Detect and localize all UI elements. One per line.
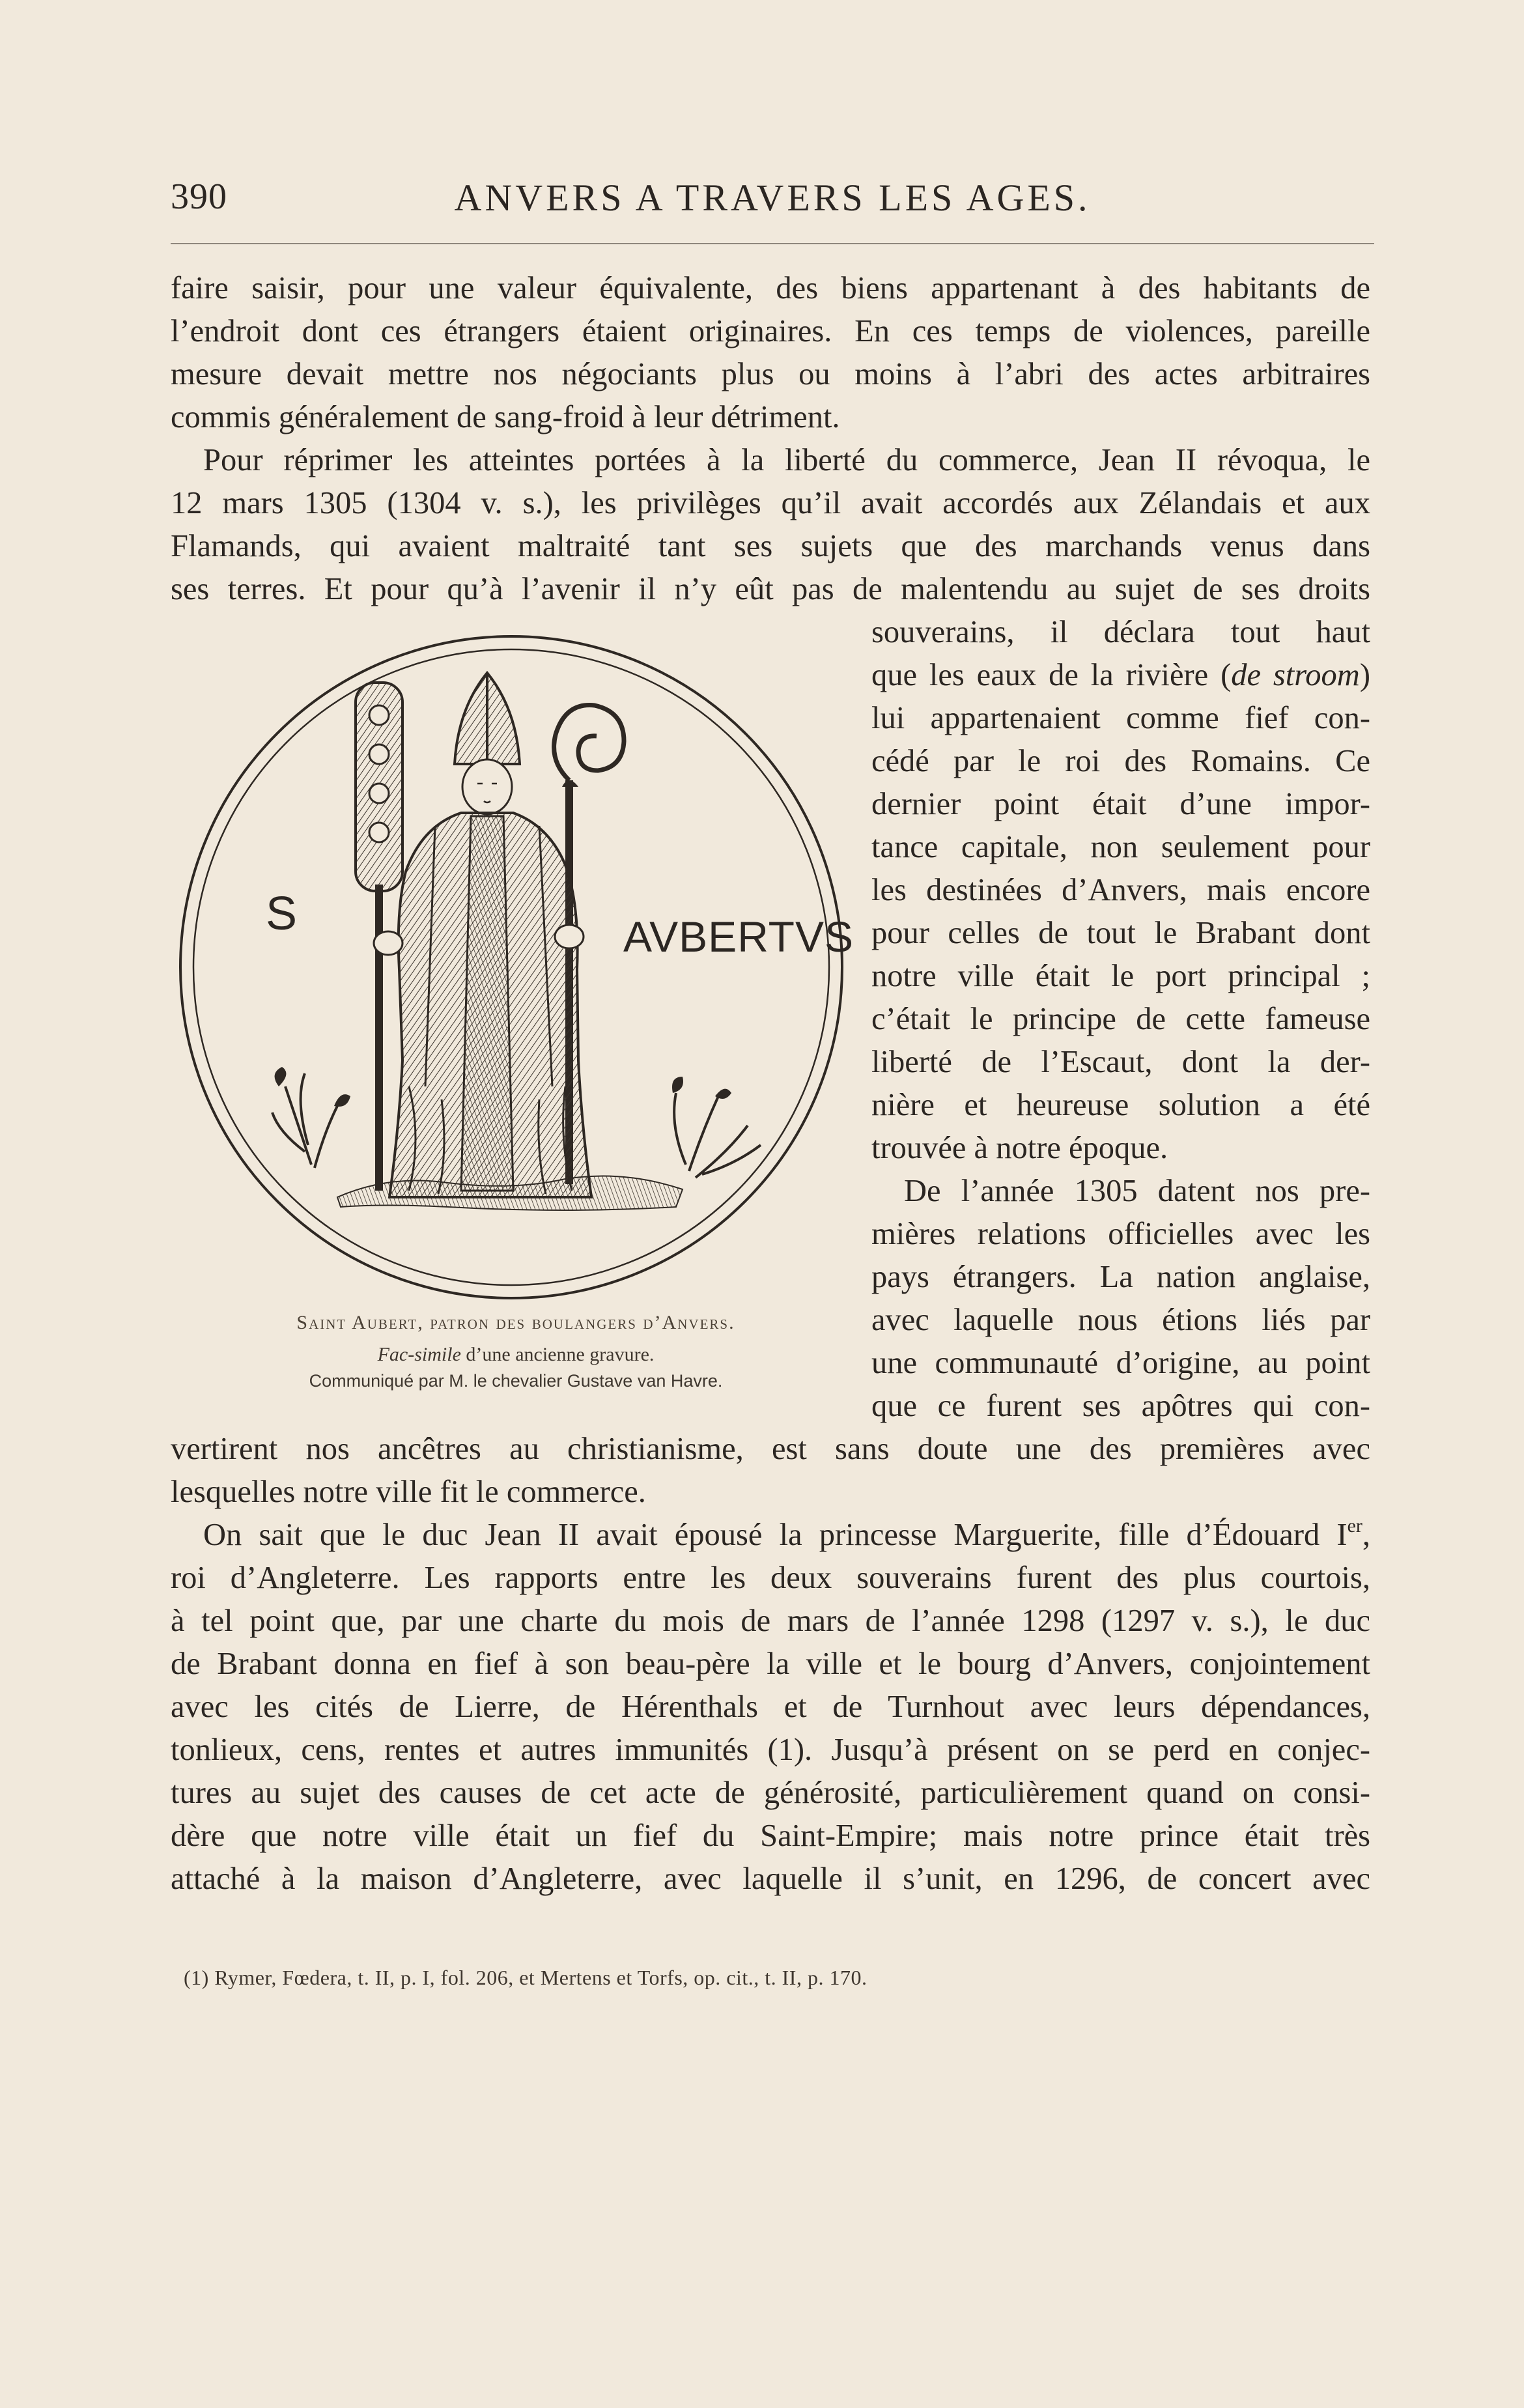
text-line: tures au sujet des causes de cet acte de générosité, particulièrement quand on consi- xyxy=(171,1776,1370,1810)
column-line: avec laquelle nous étions liés par xyxy=(871,1303,1370,1337)
text-line: faire saisir, pour une valeur équivalente, des biens appartenant à des habitants de xyxy=(171,271,1370,305)
column-line: souverains, il déclara tout haut xyxy=(871,615,1370,649)
text-line: dère que notre ville était un fief du Saint-Empire; mais notre prince était très xyxy=(171,1819,1370,1853)
text-line: Pour réprimer les atteintes portées à la liberté du commerce, Jean II révoqua, le xyxy=(203,443,1370,477)
column-line: que ce furent ses apôtres qui con- xyxy=(871,1389,1370,1423)
text-line: commis généralement de sang-froid à leur détriment. xyxy=(171,400,840,434)
column-line: notre ville était le port principal ; xyxy=(871,959,1370,993)
text-line: lesquelles notre ville fit le commerce. xyxy=(171,1475,646,1509)
text-line: mesure devait mettre nos négociants plus ou moins à l’abri des actes arbitraires xyxy=(171,357,1370,391)
column-line: pays étrangers. La nation anglaise, xyxy=(871,1260,1370,1294)
column-line: De l’année 1305 datent nos pre- xyxy=(904,1174,1370,1208)
column-line: tance capitale, non seulement pour xyxy=(871,830,1370,864)
running-header xyxy=(171,176,1374,228)
inscription-s: S xyxy=(266,888,298,940)
figure-caption-credit: Communiqué par M. le chevalier Gustave van Havre. xyxy=(309,1371,723,1391)
running-title: ANVERS A TRAVERS LES AGES. xyxy=(454,177,1091,219)
header-rule xyxy=(171,243,1374,244)
text-line: On sait que le duc Jean II avait épousé la princesse Marguerite, fille d’Édouard Ier, xyxy=(203,1515,1370,1552)
text-line: vertirent nos ancêtres au christianisme, est sans doute une des premières avec xyxy=(171,1432,1370,1466)
footnote: (1) Rymer, Fœdera, t. II, p. I, fol. 206, et Mertens et Torfs, op. cit., t. II, p. 170. xyxy=(184,1966,868,1989)
inscription-aubertus: AVBERTVS xyxy=(623,913,854,961)
text-line: tonlieux, cens, rentes et autres immunités (1). Jusqu’à présent on se perd en conjec- xyxy=(171,1733,1370,1767)
saint-aubert-engraving xyxy=(175,630,849,1305)
column-line: c’était le principe de cette fameuse xyxy=(871,1002,1370,1036)
column-line: cédé par le roi des Romains. Ce xyxy=(871,744,1370,778)
text-line: de Brabant donna en fief à son beau-père la ville et le bourg d’Anvers, conjointement xyxy=(171,1647,1370,1681)
page-number: 390 xyxy=(171,177,227,217)
column-line: trouvée à notre époque. xyxy=(871,1131,1168,1165)
column-line: dernier point était d’une impor- xyxy=(871,787,1370,821)
text-line: roi d’Angleterre. Les rapports entre les deux souverains furent des plus courtois, xyxy=(171,1561,1370,1595)
column-line: liberté de l’Escaut, dont la der- xyxy=(871,1045,1370,1079)
text-line: avec les cités de Lierre, de Hérenthals et de Turnhout avec leurs dépendances, xyxy=(171,1690,1370,1724)
text-line: à tel point que, par une charte du mois de mars de l’année 1298 (1297 v. s.), le duc xyxy=(171,1604,1370,1638)
column-line: que les eaux de la rivière (de stroom) xyxy=(871,658,1370,692)
column-line: une communauté d’origine, au point xyxy=(871,1346,1370,1380)
column-line: pour celles de tout le Brabant dont xyxy=(871,916,1370,950)
figure-caption-title: Saint Aubert, patron des boulangers d’Anvers. xyxy=(296,1312,735,1333)
column-line: nière et heureuse solution a été xyxy=(871,1088,1370,1122)
text-line: attaché à la maison d’Angleterre, avec laquelle il s’unit, en 1296, de concert avec xyxy=(171,1862,1370,1896)
column-line: mières relations officielles avec les xyxy=(871,1217,1370,1251)
text-line: Flamands, qui avaient maltraité tant ses sujets que des marchands venus dans xyxy=(171,529,1370,563)
text-line: l’endroit dont ces étrangers étaient originaires. En ces temps de violences, pareille xyxy=(171,314,1370,348)
text-line: ses terres. Et pour qu’à l’avenir il n’y eût pas de malentendu au sujet de ses droits xyxy=(171,572,1370,606)
figure-caption-source: Fac-simile d’une ancienne gravure. xyxy=(377,1344,655,1365)
column-line: lui appartenaient comme fief con- xyxy=(871,701,1370,735)
column-line: les destinées d’Anvers, mais encore xyxy=(871,873,1370,907)
text-line: 12 mars 1305 (1304 v. s.), les privilèges qu’il avait accordés aux Zélandais et aux xyxy=(171,486,1370,520)
